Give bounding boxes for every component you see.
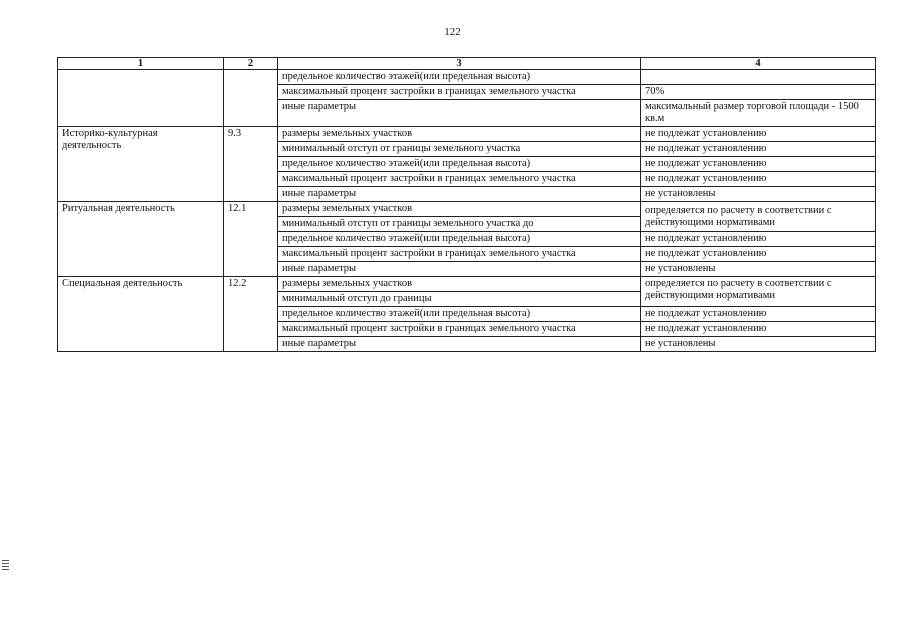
group-name: Ритуальная деятельность (58, 202, 224, 277)
group-name: Специальная деятельность (58, 277, 224, 352)
value-cell: определяется по расчету в соответствии с действующими нормативами (641, 277, 876, 307)
param-cell: минимальный отступ от границы земельного участка до (278, 217, 641, 232)
param-cell: минимальный отступ от границы земельного участка (278, 142, 641, 157)
value-cell: не подлежат установлению (641, 232, 876, 247)
value-cell: не подлежат установлению (641, 322, 876, 337)
group-name (58, 70, 224, 127)
header-col-3: 3 (278, 58, 641, 70)
group-code: 12.1 (224, 202, 278, 277)
header-col-4: 4 (641, 58, 876, 70)
value-cell: не установлены (641, 187, 876, 202)
value-cell: максимальный размер торговой площади - 1500 кв.м (641, 100, 876, 127)
value-cell: не подлежат установлению (641, 172, 876, 187)
param-cell: иные параметры (278, 262, 641, 277)
table-row (58, 277, 876, 292)
group-code: 12.2 (224, 277, 278, 352)
value-cell: не подлежат установлению (641, 157, 876, 172)
param-cell: размеры земельных участков (278, 277, 641, 292)
param-cell: минимальный отступ до границы (278, 292, 641, 307)
value-cell: не подлежат установлению (641, 142, 876, 157)
value-cell: не установлены (641, 337, 876, 352)
group-name: Историко-культурная деятельность (58, 127, 224, 202)
header-col-1: 1 (58, 58, 224, 70)
header-row (58, 58, 876, 70)
value-cell: 70% (641, 85, 876, 100)
group-code: 9.3 (224, 127, 278, 202)
value-cell: не подлежат установлению (641, 247, 876, 262)
param-cell: иные параметры (278, 100, 641, 127)
param-cell: иные параметры (278, 337, 641, 352)
param-cell: максимальный процент застройки в границах земельного участка (278, 322, 641, 337)
param-cell: размеры земельных участков (278, 127, 641, 142)
table-row (58, 127, 876, 142)
param-cell: предельное количество этажей(или предельная высота) (278, 70, 641, 85)
value-cell: определяется по расчету в соответствии с действующими нормативами (641, 202, 876, 232)
param-cell: предельное количество этажей(или предельная высота) (278, 232, 641, 247)
value-cell: не установлены (641, 262, 876, 277)
param-cell: иные параметры (278, 187, 641, 202)
param-cell: максимальный процент застройки в границах земельного участка (278, 172, 641, 187)
regulations-table (57, 57, 876, 352)
value-cell: не подлежат установлению (641, 307, 876, 322)
param-cell: размеры земельных участков (278, 202, 641, 217)
table-row (58, 202, 876, 217)
header-col-2: 2 (224, 58, 278, 70)
table-row (58, 70, 876, 85)
page-number: 122 (444, 26, 461, 38)
value-cell (641, 70, 876, 85)
group-code (224, 70, 278, 127)
value-cell: не подлежат установлению (641, 127, 876, 142)
scan-margin-marks (2, 560, 9, 572)
param-cell: предельное количество этажей(или предельная высота) (278, 157, 641, 172)
param-cell: предельное количество этажей(или предельная высота) (278, 307, 641, 322)
param-cell: максимальный процент застройки в границах земельного участка (278, 85, 641, 100)
param-cell: максимальный процент застройки в границах земельного участка (278, 247, 641, 262)
